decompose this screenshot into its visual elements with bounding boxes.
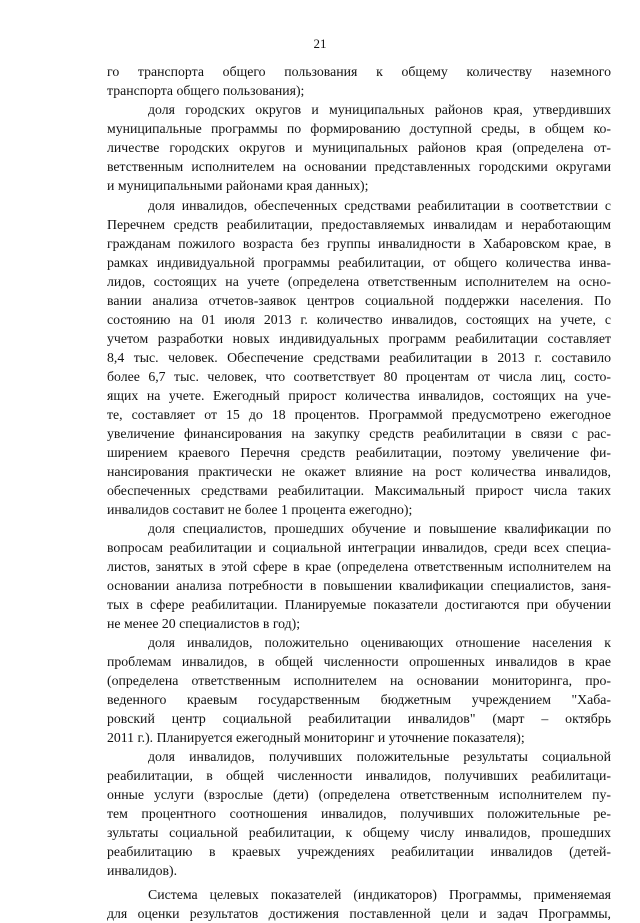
text-line: (определена ответственным исполнителем на основании мониторинга, про- [107, 673, 611, 688]
text-line: вании анализа отчетов-заявок центров социальной поддержки населения. По [107, 293, 611, 308]
text-line: не менее 20 специалистов в год); [107, 616, 301, 631]
text-line: транспорта общего пользования); [107, 83, 305, 98]
text-line: доля инвалидов, положительно оценивающих отношение населения к [148, 635, 611, 650]
text-line: доля инвалидов, обеспеченных средствами реабилитации в соответствии с [148, 198, 611, 213]
text-line: Перечнем средств реабилитации, предоставляемых инвалидам и неработающим [107, 217, 611, 232]
text-line: ширением краевого Перечня средств реабилитации, поэтому увеличение фи- [107, 445, 611, 460]
document-body [107, 62, 611, 923]
text-line: личестве городских округов и муниципальных районов края (определена от- [107, 140, 611, 155]
text-line: 8,4 тыс. человек. Обеспечение средствами реабилитации в 2013 г. составило [107, 350, 611, 365]
text-line: лидов, состоящих на учете (определена ответственным исполнителем на осно- [107, 274, 611, 289]
text-line: доля инвалидов, получивших положительные результаты социальной [148, 749, 611, 764]
text-line: инвалидов). [107, 863, 178, 878]
text-line: ящих на учете. Ежегодный прирост количества инвалидов, состоящих на уче- [107, 388, 611, 403]
text-line: Система целевых показателей (индикаторов) Программы, применяемая [148, 887, 611, 902]
text-line: нансирования практически не окажет влияние на рост количества инвалидов, [107, 464, 611, 479]
text-line: проблемам инвалидов, в общей численности опрошенных инвалидов в крае [107, 654, 611, 669]
text-line: тых в сфере реабилитации. Планируемые показатели достигаются при обучении [107, 597, 611, 612]
text-line: доля специалистов, прошедших обучение и повышение квалификации по [148, 521, 611, 536]
text-line: зультаты социальной реабилитации, к общему числу инвалидов, прошедших [107, 825, 611, 840]
paragraph [107, 747, 611, 880]
text-line: увеличение финансирования на закупку средств реабилитации в связи с рас- [107, 426, 611, 441]
text-line: для оценки результатов достижения поставленной цели и задач Программы, [107, 906, 611, 921]
paragraph [107, 885, 611, 923]
text-line: основании анализа потребности в повышении квалификации специалистов, заня- [107, 578, 611, 593]
page-number: 21 [313, 36, 327, 51]
paragraph [107, 196, 611, 519]
text-line: 2011 г.). Планируется ежегодный мониторинг и уточнение показателя); [107, 730, 525, 745]
text-line: состоянию на 01 июля 2013 г. количество инвалидов, состоящих на учете, с [107, 312, 611, 327]
text-line: более 6,7 тыс. человек, что соответствует 80 процентам от числа лиц, состо- [107, 369, 611, 384]
text-line: вопросам реабилитации и социальной интеграции инвалидов, среди всех специа- [107, 540, 611, 555]
text-line: учетом разработки новых индивидуальных программ реабилитации составляет [107, 331, 611, 346]
paragraph [107, 100, 611, 195]
text-line: веденного краевым государственным бюджетным учреждением "Хаба- [107, 692, 611, 707]
text-line: онные услуги (взрослые (дети) (определена ответственным исполнителем пу- [107, 787, 611, 802]
paragraph [107, 62, 611, 100]
text-line: реабилитацию в краевых учреждениях реабилитации инвалидов (детей- [107, 844, 611, 859]
text-line: те, составляет от 15 до 18 процентов. Программой предусмотрено ежегодное [107, 407, 611, 422]
text-line: муниципальные программы по формированию доступной среды, в общем ко- [107, 121, 611, 136]
paragraph [107, 633, 611, 747]
text-line: инвалидов составит не более 1 процента ежегодно); [107, 502, 413, 517]
text-line: тем процентного соотношения инвалидов, получивших положительные ре- [107, 806, 611, 821]
text-line: обеспеченных средствами реабилитации. Максимальный прирост числа таких [107, 483, 611, 498]
text-line: гражданам пожилого возраста без группы инвалидности в Хабаровском крае, в [107, 236, 611, 251]
text-line: реабилитации, в общей численности инвалидов, получивших реабилитаци- [107, 768, 611, 783]
text-line: ветственным исполнителем на основании представленных городскими округами [107, 159, 611, 174]
text-line: рамках индивидуальной программы реабилитации, от общего количества инва- [107, 255, 611, 270]
text-line: доля городских округов и муниципальных районов края, утвердивших [148, 102, 611, 117]
text-line: и муниципальными районами края данных); [107, 178, 369, 193]
paragraph [107, 519, 611, 633]
text-line: листов, занятых в этой сфере в крае (определена ответственным исполнителем на [107, 559, 611, 574]
text-line: го транспорта общего пользования к общему количеству наземного [107, 64, 611, 79]
text-line: ровский центр социальной реабилитации инвалидов" (март – октябрь [107, 711, 611, 726]
